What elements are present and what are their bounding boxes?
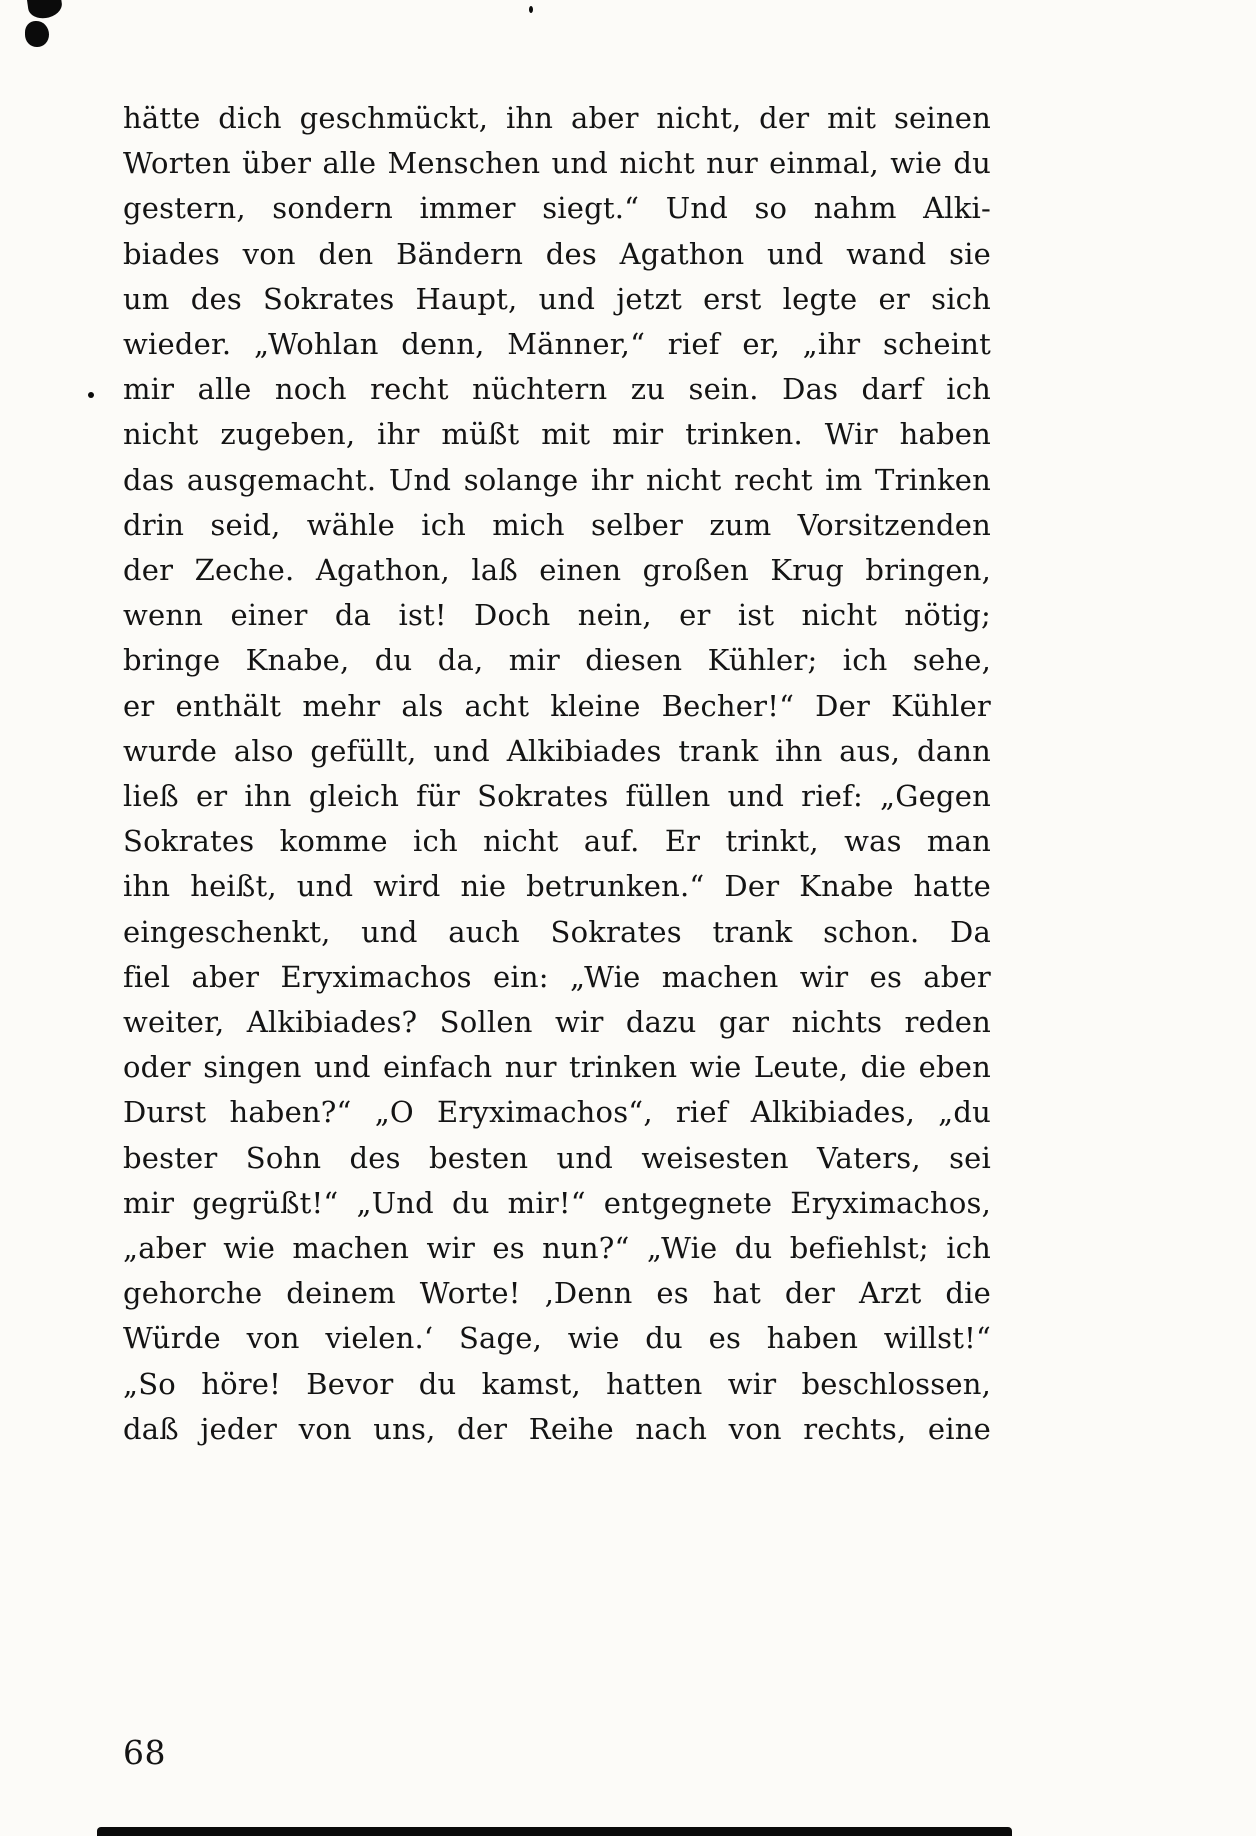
text-line: wieder. „Wohlan denn, Männer,“ rief er, „ihr scheint	[123, 327, 991, 362]
scan-artifact-bottom-bar	[97, 1827, 1012, 1836]
text-line: gestern, sondern immer siegt.“ Und so nahm Alki-	[123, 191, 991, 226]
text-line: nicht zugeben, ihr müßt mit mir trinken. Wir haben	[123, 417, 991, 452]
scan-artifact-top-left-2	[25, 21, 49, 47]
text-line: er enthält mehr als acht kleine Becher!“ Der Kühler	[123, 688, 991, 723]
text-line: Sokrates komme ich nicht auf. Er trinkt, was man	[123, 824, 991, 859]
text-line: Worten über alle Menschen und nicht nur einmal, wie du	[123, 146, 991, 181]
text-line: hätte dich geschmückt, ihn aber nicht, der mit seinen	[123, 101, 991, 135]
text-line: drin seid, wähle ich mich selber zum Vorsitzenden	[123, 507, 991, 542]
text-line: daß jeder von uns, der Reihe nach von rechts, eine	[123, 1411, 991, 1446]
body-text-block	[123, 96, 991, 1452]
scan-artifact-speck-top	[529, 6, 533, 13]
text-line: mir gegrüßt!“ „Und du mir!“ entgegnete Eryximachos,	[123, 1185, 991, 1220]
text-line: „So höre! Bevor du kamst, hatten wir beschlossen,	[123, 1366, 991, 1401]
text-line: eingeschenkt, und auch Sokrates trank schon. Da	[123, 914, 991, 949]
text-line: fiel aber Eryximachos ein: „Wie machen wir es aber	[123, 959, 991, 994]
scan-artifact-speck-left-margin	[88, 392, 94, 398]
text-line: Durst haben?“ „O Eryximachos“, rief Alkibiades, „du	[123, 1095, 991, 1130]
text-line: weiter, Alkibiades? Sollen wir dazu gar nichts reden	[123, 1005, 991, 1040]
text-line: bester Sohn des besten und weisesten Vaters, sei	[123, 1140, 991, 1175]
text-line: oder singen und einfach nur trinken wie Leute, die eben	[123, 1050, 991, 1085]
text-line: „aber wie machen wir es nun?“ „Wie du befiehlst; ich	[123, 1231, 991, 1266]
text-line: der Zeche. Agathon, laß einen großen Krug bringen,	[123, 553, 991, 588]
text-line: Würde von vielen.‘ Sage, wie du es haben willst!“	[123, 1321, 991, 1356]
text-line: ihn heißt, und wird nie betrunken.“ Der Knabe hatte	[123, 869, 991, 904]
text-line: um des Sokrates Haupt, und jetzt erst legte er sich	[123, 281, 991, 316]
text-line: biades von den Bändern des Agathon und wand sie	[123, 236, 991, 271]
scan-artifact-top-left	[26, 0, 63, 20]
text-line: ließ er ihn gleich für Sokrates füllen und rief: „Gegen	[123, 779, 991, 814]
page-number: 68	[123, 1733, 166, 1772]
text-line: mir alle noch recht nüchtern zu sein. Das darf ich	[123, 372, 991, 407]
text-line: bringe Knabe, du da, mir diesen Kühler; ich sehe,	[123, 643, 991, 678]
text-line: das ausgemacht. Und solange ihr nicht recht im Trinken	[123, 462, 991, 497]
text-line: wenn einer da ist! Doch nein, er ist nicht nötig;	[123, 598, 991, 633]
text-line: gehorche deinem Worte! ‚Denn es hat der Arzt die	[123, 1276, 991, 1311]
text-line: wurde also gefüllt, und Alkibiades trank ihn aus, dann	[123, 733, 991, 768]
